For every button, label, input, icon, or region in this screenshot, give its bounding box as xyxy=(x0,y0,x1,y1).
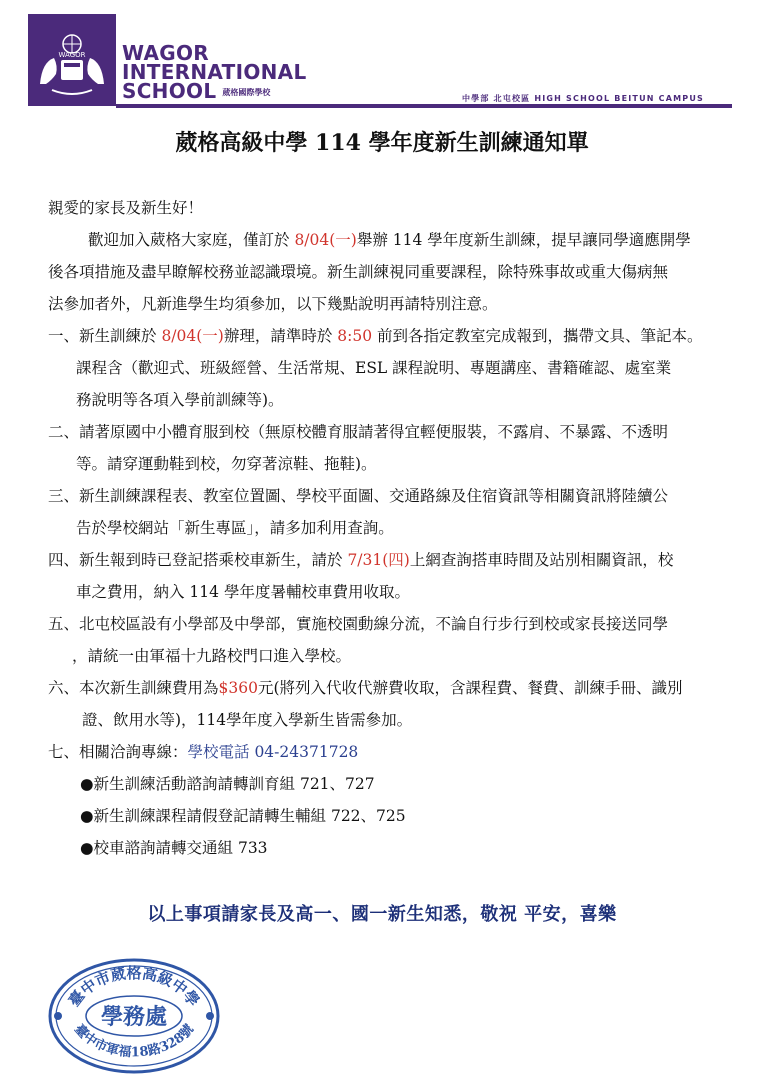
document-title: 葳格高級中學 114 學年度新生訓練通知單 xyxy=(175,130,589,156)
contact-bullet-1: ●新生訓練活動諮詢請轉訓育組 721、727 xyxy=(80,775,375,793)
item-six-line-2: 證、飲用水等)，114學年度入學新生皆需參加。 xyxy=(82,711,413,729)
intro-line-2: 後各項措施及盡早瞭解校務並認識環境。新生訓練視同重要課程，除特殊事故或重大傷病無 xyxy=(48,263,669,281)
item-one-line-1: 一、新生訓練於 8/04(一)辦理，請準時於 8:50 前到各指定教室完成報到，攜帶文具、筆記本。 xyxy=(48,327,703,345)
header-divider xyxy=(116,104,732,108)
item-two-line-2: 等。請穿運動鞋到校，勿穿著涼鞋、拖鞋)。 xyxy=(76,455,377,473)
school-crest-icon xyxy=(28,14,116,106)
item-four-line-1: 四、新生報到時已登記搭乘校車新生，請於 7/31(四)上網查詢搭車時間及站別相關資訊，校 xyxy=(48,551,674,569)
intro-line-1: 歡迎加入葳格大家庭，僅訂於 8/04(一)舉辦 114 學年度新生訓練，提早讓同學適應開學 xyxy=(88,231,691,249)
school-name-line1: WAGOR xyxy=(122,41,209,65)
contact-bullet-3: ●校車諮詢請轉交通組 733 xyxy=(80,839,268,857)
item-six-line-1: 六、本次新生訓練費用為$360元(將列入代收代辦費收取，含課程費、餐費、訓練手冊、識別 xyxy=(48,679,683,697)
school-name xyxy=(122,41,307,103)
item-three-line-1: 三、新生訓練課程表、教室位置圖、學校平面圖、交通路線及住宿資訊等相關資訊將陸續公 xyxy=(48,487,669,505)
notice-body xyxy=(48,192,742,864)
svg-text:臺中市軍福18路328號: 臺中市軍福18路328號 xyxy=(71,1021,197,1061)
svg-text:WAGOR: WAGOR xyxy=(58,51,86,59)
school-phone: 學校電話 04-24371728 xyxy=(187,743,359,761)
greeting: 親愛的家長及新生好！ xyxy=(48,199,204,217)
school-name-chinese: 葳格國際學校 xyxy=(222,88,271,97)
item-four-line-2: 車之費用，納入 114 學年度暑輔校車費用收取。 xyxy=(76,583,410,601)
student-affairs-seal xyxy=(46,944,222,1074)
svg-text:學務處: 學務處 xyxy=(100,1004,168,1030)
item-seven-line-1: 七、相關洽詢專線：學校電話 04-24371728 xyxy=(48,743,359,761)
item-one-line-3: 務說明等各項入學前訓練等)。 xyxy=(76,391,284,409)
item-five-line-2: ，請統一由軍福十九路校門口進入學校。 xyxy=(72,647,352,665)
svg-text:臺中市葳格高級中學: 臺中市葳格高級中學 xyxy=(65,964,203,1010)
item-one-line-2: 課程含（歡迎式、班級經營、生活常規、ESL 課程說明、專題講座、書籍確認、處室業 xyxy=(76,359,672,377)
school-name-line3: SCHOOL xyxy=(122,79,217,103)
school-logo xyxy=(28,14,116,106)
item-two-line-1: 二、請著原國中小體育服到校（無原校體育服請著得宜輕便服裝，不露肩、不暴露、不透明 xyxy=(48,423,669,441)
intro-line-3: 法參加者外，凡新進學生均須參加，以下幾點說明再請特別注意。 xyxy=(48,295,498,313)
school-name-line2: INTERNATIONAL xyxy=(122,60,307,84)
item-three-line-2: 告於學校網站「新生專區」，請多加利用查詢。 xyxy=(76,519,394,537)
campus-label: 中學部 北屯校區 HIGH SCHOOL BEITUN CAMPUS xyxy=(461,94,704,103)
contact-bullet-2: ●新生訓練課程請假登記請轉生輔組 722、725 xyxy=(80,807,406,825)
closing-message: 以上事項請家長及高一、國一新生知悉，敬祝 平安，喜樂 xyxy=(147,904,617,925)
item-five-line-1: 五、北屯校區設有小學部及中學部，實施校園動線分流，不論自行步行到校或家長接送同學 xyxy=(48,615,669,633)
